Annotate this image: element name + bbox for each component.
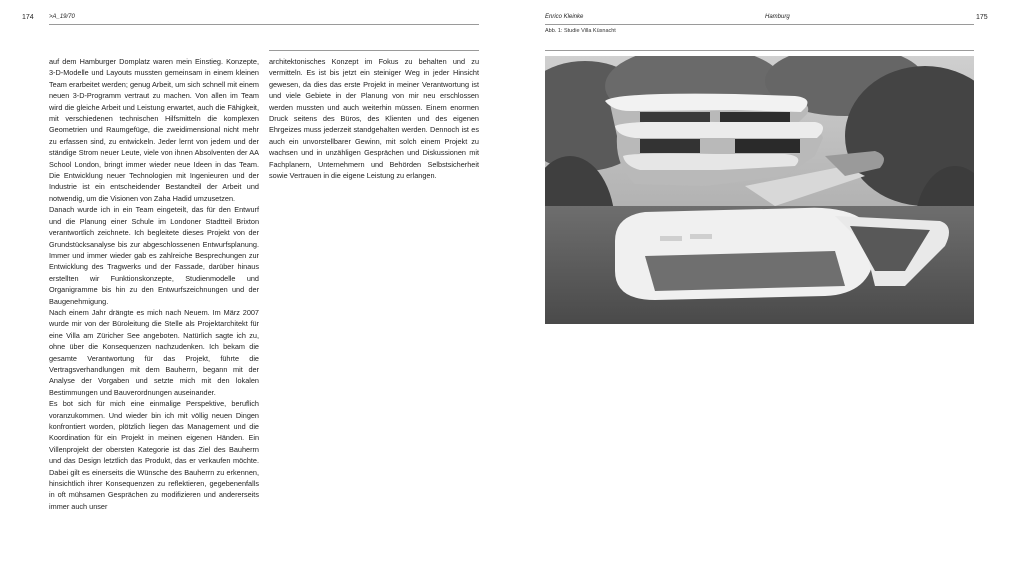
- paragraph: Es bot sich für mich eine einmalige Perspektive, beruflich voranzukommen. Und wieder bin ich mit völlig neuen Dingen konfrontiert worden, plötzlich liegen das Management und die Koordination für ein Projekt in meinen eigenen Händen. Ein Villenprojekt der obersten Kategorie ist das Ziel des Bauherrn und das Design letztlich das Produkt, das er verkaufen möchte. Dabei gilt es einerseits die Wünsche des Bauherrn zu erkennen, hinsichtlich ihrer Konsequenzen zu reflektieren, gegebenenfalls in oft mühsamen Gesprächen zu modifizieren und andererseits immer auch unser: [49, 399, 259, 511]
- villa-rendering-image: [545, 56, 974, 324]
- caption-rule: [545, 50, 974, 51]
- header-rule-left: [49, 24, 479, 25]
- running-header-left: >A_19/70: [49, 14, 75, 20]
- page-number-right: 175: [976, 14, 988, 21]
- architectural-rendering-icon: [545, 56, 974, 324]
- page-number-left: 174: [22, 14, 34, 21]
- paragraph: Nach einem Jahr drängte es mich nach Neuem. Im März 2007 wurde mir von der Büroleitung die Stelle als Projektarchitekt für eine Villa am Züricher See angeboten. Natürlich sagte ich zu, ohne über die Konsequenzen nachzudenken. Ich bekam die gesamte Verantwortung für das Projekt, führte die Vertragsverhandlungen mit dem Bauherrn, begann mit der Analyse der Vorgaben und setzte mich mit den lokalen Bestimmungen und Bauverordnungen auseinander.: [49, 307, 259, 397]
- paragraph: architektonisches Konzept im Fokus zu behalten und zu vermitteln. Es ist bis jetzt ein steiniger Weg in jeder Hinsicht gewesen, da dies das erste Projekt in meiner Verantwortung ist und viele Gebiete in der Planung von mir neu erschlossen werden mussten und auch weiterhin müssen. Einem enormen Druck seitens des Büros, des Klienten und des eigenen Ehrgeizes muss jederzeit standgehalten werden. Dennoch ist es auch ein unvorstellbarer Gewinn, mit solch einem Projekt zu wachsen und in unzähligen Gesprächen und Diskussionen mit Fachplanern, Unternehmern und Behörden Selbstsicherheit sowie Vertrauen in die eigene Leistung zu erlangen.: [269, 57, 479, 181]
- paragraph: auf dem Hamburger Domplatz waren mein Einstieg. Konzepte, 3-D-Modelle und Layouts mussten gemeinsam in einem kleinen Team erarbeitet werden; genug Arbeit, um sich schnell mit einem neuen 3-D-Programm vertraut zu machen. Von allen im Team wird die gleiche Arbeit und Leistung erwartet, auch die Fähigkeit, mit verschiedenen technischen Hilfsmitteln die komplexen Geometrien und Raumgefüge, die zweidimensional nicht mehr zu erfassen sind, zu entwickeln. Jeder lernt von jedem und der ständige Strom neuer Leute, viele von ihnen Absolventen der AA School London, bringt immer wieder neue Ideen in das Team. Die Entwicklung neuer Technologien mit Ingenieuren und der Industrie ist ein entscheidender Bestandteil der Arbeit und notwendig, um die Visionen von Zaha Hadid umzusetzen.: [49, 57, 259, 203]
- paragraph: Danach wurde ich in ein Team eingeteilt, das für den Entwurf und die Planung einer Schule im Londoner Stadtteil Brixton verantwortlich zeichnete. Ich begleitete dieses Projekt von der Grundstücksanalyse bis zur abgeschlossenen Entwurfsplanung. Immer und immer wieder gab es zahlreiche Besprechungen zur Entwicklung des Tragwerks und der Fassade, darüber hinaus erstellten wir Funktionskonzepte, Studienmodelle und Organigramme bis hin zu den Entwurfszeichnungen und der Baugenehmigung.: [49, 205, 259, 306]
- right-page: [512, 0, 1024, 561]
- city-label: Hamburg: [765, 14, 790, 20]
- column-rule: [269, 50, 479, 51]
- header-rule-right: [545, 24, 974, 25]
- text-column-2: [269, 56, 479, 181]
- text-column-1: [49, 56, 259, 512]
- figure-caption: Abb. 1: Studie Villa Küsnacht: [545, 28, 616, 34]
- author-name: Enrico Kleinke: [545, 14, 584, 20]
